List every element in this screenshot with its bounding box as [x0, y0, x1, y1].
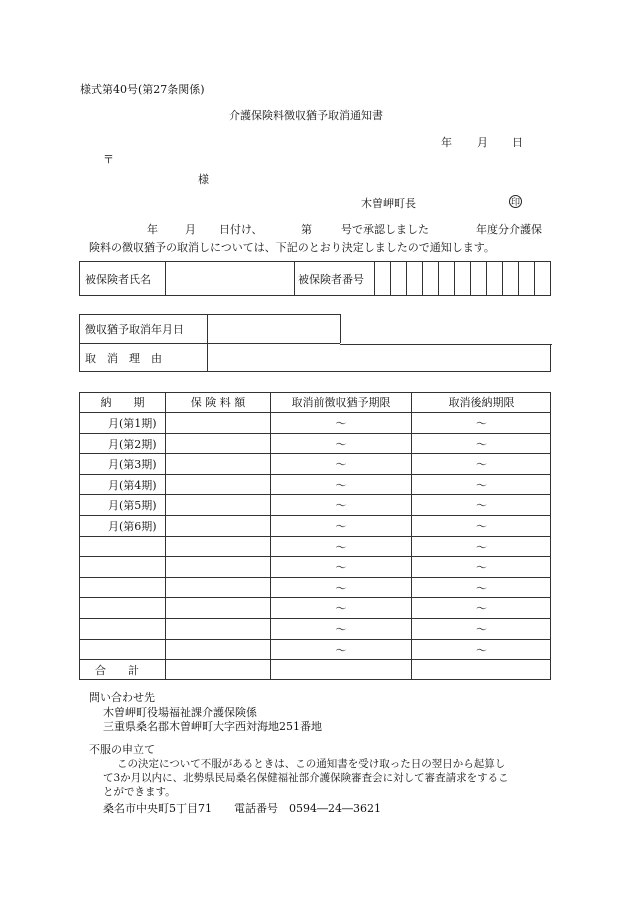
before-deadline-range[interactable]: ～ — [335, 622, 347, 636]
premium-amount-cell[interactable] — [166, 598, 269, 617]
header-premium-amount: 保 険 料 額 — [190, 396, 246, 409]
before-deadline-range[interactable]: ～ — [335, 601, 347, 615]
date-day-label: 日 — [512, 136, 523, 149]
inquiry-heading: 問い合わせ先 — [89, 691, 155, 704]
insured-number-field[interactable] — [375, 262, 550, 295]
premium-amount-cell[interactable] — [166, 578, 269, 597]
inquiry-dept: 木曽岬町役場福祉課介護保険係 — [103, 706, 257, 719]
period-label: 月(第1期) — [108, 416, 157, 430]
after-deadline-range[interactable]: ～ — [476, 437, 487, 451]
premium-amount-cell[interactable] — [166, 516, 269, 535]
before-deadline-range[interactable]: ～ — [335, 581, 347, 595]
cancel-date-field[interactable] — [208, 315, 339, 342]
premium-amount-cell[interactable] — [166, 557, 269, 576]
header-before-deadline: 取消前徴収猶予期限 — [291, 396, 391, 409]
header-after-deadline: 取消後納期限 — [448, 396, 515, 409]
after-deadline-range[interactable]: ～ — [476, 622, 487, 636]
approval-year-label: 年 — [147, 223, 158, 236]
premium-amount-cell[interactable] — [166, 640, 269, 659]
appeal-contact: 桑名市中央町5丁目71 電話番号 0594―24―3621 — [103, 802, 381, 815]
period-label: 月(第6期) — [108, 519, 157, 533]
period-label: 月(第2期) — [108, 437, 157, 451]
insured-name-label: 被保険者氏名 — [85, 272, 151, 286]
form-number: 様式第40号(第27条関係) — [80, 83, 205, 96]
fiscal-year-label: 年度分介護保 — [476, 223, 542, 236]
before-deadline-range[interactable]: ～ — [335, 498, 347, 512]
addressee-suffix: 様 — [198, 173, 209, 186]
premium-amount-cell[interactable] — [166, 619, 269, 638]
premium-amount-cell[interactable] — [166, 413, 269, 432]
period-label: 月(第3期) — [108, 457, 157, 471]
premium-amount-cell[interactable] — [166, 475, 269, 494]
before-deadline-range[interactable]: ～ — [335, 560, 347, 574]
after-deadline-range[interactable]: ～ — [476, 581, 487, 595]
approval-number-prefix: 第 — [301, 223, 312, 236]
issuer-title: 木曽岬町長 — [361, 197, 416, 210]
after-deadline-range[interactable]: ～ — [476, 478, 487, 492]
total-label: 合 計 — [95, 663, 139, 677]
cancel-reason-label: 取 消 理 由 — [85, 352, 162, 365]
before-deadline-range[interactable]: ～ — [335, 643, 347, 657]
postal-mark: 〒 — [103, 153, 114, 166]
after-deadline-range[interactable]: ～ — [476, 540, 487, 554]
body-line-2: 険料の徴収猶予の取消しについては、下記のとおり決定しましたので通知します。 — [89, 241, 495, 254]
appeal-line-1: この決定について不服があるときは、この通知書を受け取った日の翌日から起算し — [117, 758, 506, 770]
approval-month-label: 月 — [185, 223, 196, 236]
after-deadline-range[interactable]: ～ — [476, 643, 487, 657]
after-deadline-range[interactable]: ～ — [476, 498, 487, 512]
premium-amount-cell[interactable] — [166, 537, 269, 556]
after-deadline-range[interactable]: ～ — [476, 601, 487, 615]
before-deadline-range[interactable]: ～ — [335, 519, 347, 533]
insured-name-field[interactable] — [166, 262, 293, 295]
after-deadline-range[interactable]: ～ — [476, 457, 487, 471]
after-deadline-range[interactable]: ～ — [476, 519, 487, 533]
before-deadline-range[interactable]: ～ — [335, 540, 347, 554]
approval-number-suffix: 号で承認しました — [341, 223, 429, 236]
cancel-reason-field[interactable] — [208, 345, 550, 371]
document-title: 介護保険料徴収猶予取消通知書 — [229, 109, 383, 122]
appeal-heading: 不服の申立て — [89, 743, 155, 756]
before-deadline-range[interactable]: ～ — [335, 457, 347, 471]
before-deadline-range[interactable]: ～ — [335, 437, 347, 451]
inquiry-address: 三重県桑名郡木曽岬町大字西対海地251番地 — [103, 720, 322, 733]
seal-mark: 印 — [509, 195, 522, 208]
after-deadline-range[interactable]: ～ — [476, 560, 487, 574]
period-label: 月(第5期) — [108, 498, 157, 512]
period-label: 月(第4期) — [108, 478, 157, 492]
before-deadline-range[interactable]: ～ — [335, 478, 347, 492]
premium-amount-cell[interactable] — [166, 434, 269, 453]
premium-amount-cell[interactable] — [166, 495, 269, 514]
date-year-label: 年 — [441, 136, 452, 149]
date-month-label: 月 — [477, 136, 488, 149]
appeal-line-3: とができます。 — [103, 786, 176, 798]
cancel-date-label: 徴収猶予取消年月日 — [85, 322, 184, 336]
after-deadline-range[interactable]: ～ — [476, 416, 487, 430]
premium-amount-cell[interactable] — [166, 454, 269, 473]
appeal-line-2: て3か月以内に、北勢県民局桑名保健福祉部介護保険審査会に対して審査請求をするこ — [103, 772, 509, 784]
approval-dated-label: 日付け、 — [219, 223, 263, 236]
insured-number-label: 被保険者番号 — [298, 272, 364, 286]
before-deadline-range[interactable]: ～ — [335, 416, 347, 430]
header-due-period: 納 期 — [100, 396, 145, 409]
